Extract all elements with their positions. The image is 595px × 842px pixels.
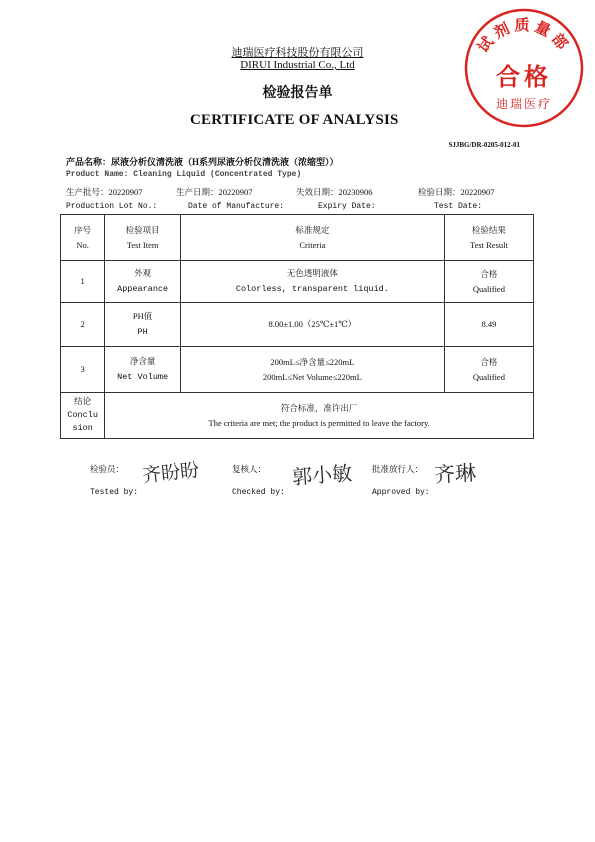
lot-number-en: Production Lot No.: <box>66 202 158 211</box>
header-test-item: 检验项目 Test Item <box>105 215 181 261</box>
conclusion-row <box>61 393 534 439</box>
tested-by-label-cn: 检验员： <box>90 464 125 474</box>
stamp-top-text: 试剂质量部 <box>475 18 573 57</box>
stamp-center-text: 合格 <box>496 65 552 91</box>
approved-by-label-cn: 批准放行人： <box>372 464 424 474</box>
criteria: 8.00±1.00（25℃±1℃） <box>180 303 444 347</box>
conclusion-label: 结论 Conclu sion <box>61 393 105 439</box>
company-name-en: DIRUI Industrial Co., Ltd <box>240 59 355 71</box>
report-title-cn: 检验报告单 <box>262 86 333 101</box>
criteria: 无色透明液体 Colorless, transparent liquid. <box>180 261 444 303</box>
row-number: 1 <box>61 261 105 303</box>
tested-by-label-en: Tested by: <box>90 488 139 497</box>
test-item: 净含量 Net Volume <box>105 347 181 393</box>
manufacture-date-en: Date of Manufacture: <box>188 202 285 211</box>
company-name-cn: 迪瑞医疗科技股份有限公司 <box>231 47 364 59</box>
document-number: SJJBG/DR-0205-012-01 <box>448 141 520 149</box>
checked-by-label-en: Checked by: <box>232 488 285 497</box>
conclusion-text: 符合标准，准许出厂 The criteria are met; the product is permitted to leave the factory. <box>105 393 534 439</box>
quality-stamp <box>462 6 586 130</box>
row-number: 3 <box>61 347 105 393</box>
manufacture-date-cn: 生产日期：20220907 <box>176 187 253 197</box>
test-date-en: Test Date: <box>434 202 483 211</box>
product-name-en: Product Name: Cleaning Liquid (Concentrated Type) <box>66 170 302 179</box>
table-row <box>61 303 534 347</box>
test-item: 外观 Appearance <box>105 261 181 303</box>
table-header-row <box>61 215 534 261</box>
criteria: 200mL≤净含量≤220mL 200mL≤Net Volume≤220mL <box>180 347 444 393</box>
table-row <box>61 261 534 303</box>
row-number: 2 <box>61 303 105 347</box>
test-result: 合格 Qualified <box>444 347 533 393</box>
report-title-en: CERTIFICATE OF ANALYSIS <box>190 112 399 128</box>
header-no: 序号 No. <box>61 215 105 261</box>
checked-by-signature: 郭小敏 <box>291 460 353 490</box>
checked-by-label-cn: 复核人： <box>232 464 267 474</box>
results-table <box>60 214 534 439</box>
test-result: 合格 Qualified <box>444 261 533 303</box>
header-criteria: 标准规定 Criteria <box>180 215 444 261</box>
expiry-date-en: Expiry Date: <box>318 202 376 211</box>
stamp-bottom-text: 迪瑞医疗 <box>495 97 553 111</box>
lot-number-cn: 生产批号：20220907 <box>66 187 143 197</box>
test-item: PH值 PH <box>105 303 181 347</box>
approved-by-signature: 齐琳 <box>433 460 477 488</box>
table-row <box>61 347 534 393</box>
test-date-cn: 检验日期：20220907 <box>418 187 495 197</box>
product-name-cn: 产品名称：尿液分析仪清洗液（H系列尿液分析仪清洗液（浓缩型）） <box>66 157 339 167</box>
approved-by-label-en: Approved by: <box>372 488 430 497</box>
expiry-date-cn: 失效日期：20230906 <box>296 187 373 197</box>
header-test-result: 检验结果 Test Result <box>444 215 533 261</box>
test-result: 8.49 <box>444 303 533 347</box>
tested-by-signature: 齐盼盼 <box>141 459 201 487</box>
